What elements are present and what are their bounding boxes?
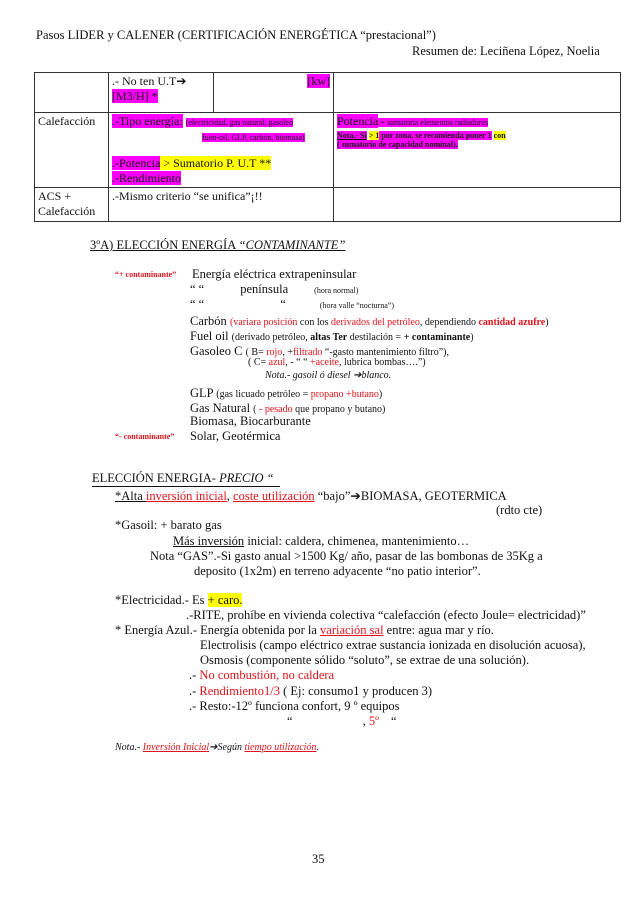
r1-star: * [148, 89, 158, 103]
nota-gas-line: Nota “GAS”.-Si gasto anual >1500 Kg/ año, pasar de las bombonas de 35Kg a [150, 549, 543, 563]
table-row [35, 188, 621, 222]
electricidad-line: *Electricidad.- Es + caro. [115, 593, 243, 607]
r2-right-nota-rest: por zona, se recomienda poner 1 [379, 131, 492, 140]
r1-unit: [M3/H] [112, 89, 149, 103]
r2-right-potencia-rest: = sumatoria elementos radiadores [378, 118, 489, 127]
r2-right-potencia: Potencia [337, 114, 379, 128]
energy-line-2: “ “ península (hora normal) [190, 282, 359, 296]
nota-final: Nota.- Inversión Inicial➔Según tiempo utilización. [115, 742, 319, 753]
minus-contaminante-label: “- contaminante” [115, 432, 175, 441]
gas-natural-line: Gas Natural ( - pesado que propano y butano) [190, 401, 386, 415]
r1-kw: [kw] [307, 74, 330, 88]
no-combustion-line: .- No combustión, no caldera [189, 668, 335, 682]
r2-right-gt1: > 1 [368, 131, 380, 140]
energia-azul-line: * Energía Azul.- Energía obtenida por la variación sal entre: agua mar y río. [115, 623, 494, 637]
r3-label2: Calefacción [38, 204, 96, 218]
r2-rendimiento: .-Rendimiento [112, 171, 181, 185]
r2-label: Calefacción [35, 113, 109, 188]
r2-right-nota: Nota.- Si [337, 131, 367, 140]
rdto-label: (rdto cte) [496, 503, 543, 517]
gasoil-line: *Gasoil: + barato gas [115, 518, 222, 532]
rendimiento-line: .- Rendimiento1/3 ( Ej: consumo1 y producen 3) [189, 684, 433, 698]
r2-potencia-rest: > Sumatorio P. U.T [160, 156, 260, 170]
energy-table [34, 72, 621, 222]
r2-tipo-note2: fuen-oil, GLP, carbón, biomasa) [202, 133, 305, 142]
page-number: 35 [312, 852, 325, 866]
resto-line: .- Resto:-12º funciona confort, 9 º equipos [189, 699, 400, 713]
energy-line-3: “ “ “ (hora valle “nocturna”) [190, 297, 394, 311]
electrolisis-line: Electrolisis (campo eléctrico extrae sustancia ionizada en disolución acuosa), [200, 638, 586, 652]
arrow-right-icon: ➔ [350, 489, 361, 503]
r2-tipo: .-Tipo energía: [112, 114, 183, 128]
fuel-line: Fuel oil (derivado petróleo, altas Ter destilación = + contaminante) [190, 329, 474, 343]
osmosis-line: Osmosis (componente sólido “soluto”, se extrae de una solución). [200, 653, 530, 667]
plus-contaminante-label: “+ contaminante” [115, 270, 177, 279]
solar-line: Solar, Geotérmica [190, 429, 281, 443]
section-heading-contaminante: 3ºA) ELECCIÓN ENERGÍA “CONTAMINANTE” [90, 238, 346, 252]
r3-text: .-Mismo criterio “se unifica”¡!! [109, 188, 334, 222]
energy-line-1: Energía eléctrica extrapeninsular [192, 267, 357, 281]
rite-line: .-RITE, prohíbe en vivienda colectiva “calefacción (efecto Joule= electricidad)” [186, 608, 586, 622]
deposito-line: deposito (1x2m) en terreno adyacente “no patio interior”. [194, 564, 481, 578]
gasoleo-nota: Nota.- gasoil ó diesel ➔blanco. [265, 370, 392, 381]
gasoleo-line-2: ( C= azul, - “ “ +aceite, lubrica bombas….”) [248, 357, 426, 368]
quote-line: “ , 5º “ [287, 714, 397, 728]
mas-inversion-line: Más inversión inicial: caldera, chimenea, mantenimiento… [173, 534, 470, 548]
carbon-line: Carbón (variara posición con los derivados del petróleo, dependiendo cantidad azufre) [190, 314, 549, 328]
table-row [35, 113, 621, 188]
biomasa-line: Biomasa, Biocarburante [190, 414, 311, 428]
header-title: Pasos LIDER y CALENER (CERTIFICACIÓN ENERGÉTICA “prestacional”) [36, 28, 436, 42]
arrow-right-icon: ➔ [209, 742, 218, 753]
r2-right-con: con [493, 131, 506, 140]
arrow-right-icon: ➔ [176, 74, 187, 88]
r2-tipo-note1: (electricidad, gas natural, gasoleo [185, 118, 293, 127]
r2-stars: ** [259, 156, 272, 170]
section-heading-precio: ELECCIÓN ENERGIA- PRECIO “ [92, 471, 280, 487]
r1-text: .- No ten U.T [112, 74, 177, 88]
r2-potencia: .-Potencia [112, 156, 161, 170]
header-author: Resumen de: Leciñena López, Noelia [412, 44, 600, 58]
glp-line: GLP (gas licuado petróleo = propano +butano) [190, 386, 383, 400]
table-row [35, 73, 621, 113]
r2-right-sum: ( sumatorio de capacidad nominal). [337, 140, 458, 149]
arrow-right-icon: ➔ [353, 370, 362, 381]
gasoleo-line: Gasoleo C ( B= rojo, +filtrado “-gasto mantenimiento filtro”), [190, 344, 450, 358]
r3-label1: ACS + [38, 189, 72, 203]
alta-line: *Alta inversión inicial, coste utilización “bajo”➔BIOMASA, GEOTERMICA [115, 489, 507, 503]
